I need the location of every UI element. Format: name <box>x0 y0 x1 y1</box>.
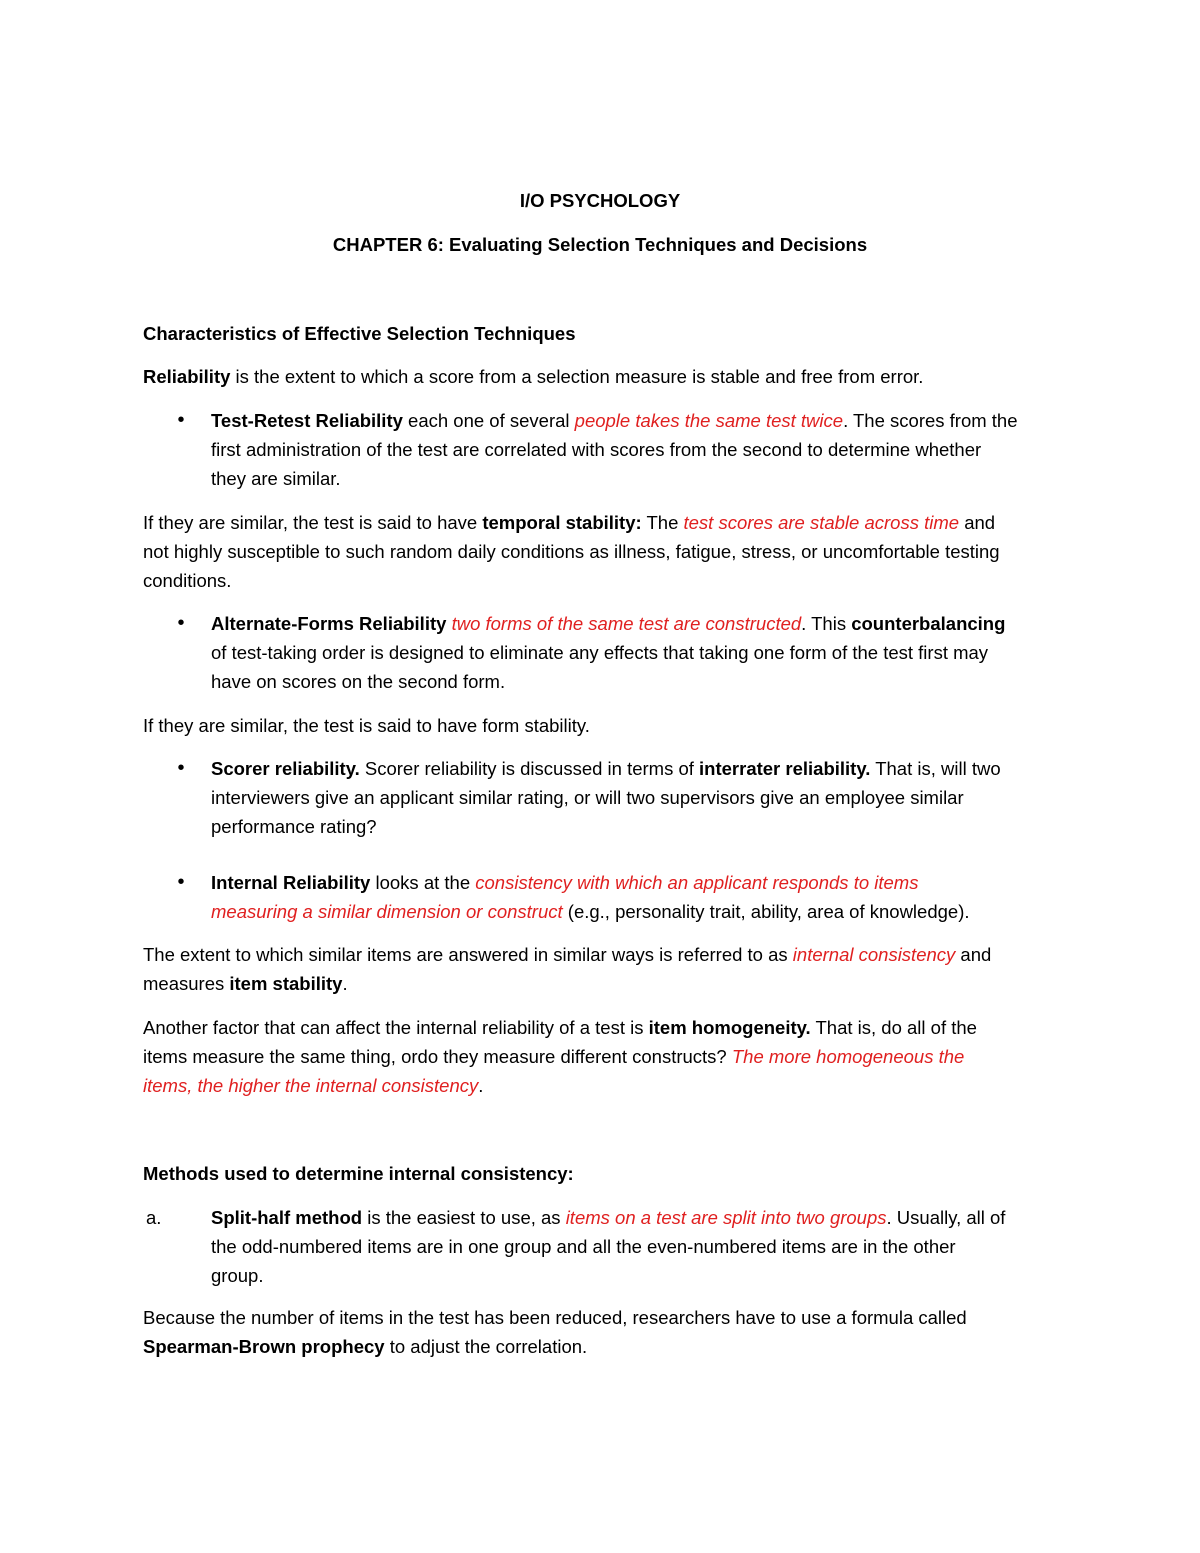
highlight-text: items on a test are split into two groups <box>565 1207 887 1228</box>
term-interrater-reliability: interrater reliability. <box>699 758 871 779</box>
term-item-stability: item stability <box>229 973 343 994</box>
paragraph-line: items measure the same thing, ordo they measure different constructs? The more homogeneous the <box>143 1046 965 1067</box>
list-item-line: of test-taking order is designed to eliminate any effects that taking one form of the test first may <box>211 642 989 663</box>
term-scorer-reliability: Scorer reliability. <box>211 758 360 779</box>
list-item-line: interviewers give an applicant similar rating, or will two supervisors give an employee similar <box>211 787 964 808</box>
highlight-text: people takes the same test twice <box>574 410 844 431</box>
bullet-icon: • <box>177 612 185 634</box>
list-item-line: they are similar. <box>211 468 341 489</box>
bullet-icon: • <box>177 409 185 431</box>
list-item-alternate-forms: Alternate-Forms Reliability two forms of the same test are constructed. This counterbalancing <box>211 613 1006 634</box>
paragraph-line: items, the higher the internal consistency. <box>143 1075 484 1096</box>
term-spearman-brown: Spearman-Brown prophecy <box>143 1336 385 1357</box>
list-item-line: first administration of the test are correlated with scores from the second to determine whether <box>211 439 982 460</box>
list-item-line: group. <box>211 1265 264 1286</box>
highlight-text: test scores are stable across time <box>683 512 960 533</box>
document-title: I/O PSYCHOLOGY <box>519 190 681 211</box>
term-internal-reliability: Internal Reliability <box>211 872 371 893</box>
term-reliability: Reliability <box>143 366 231 387</box>
list-item-split-half: Split-half method is the easiest to use, as items on a test are split into two groups. Usually, all of <box>211 1207 1006 1228</box>
term-test-retest: Test-Retest Reliability <box>211 410 403 431</box>
section-heading-methods: Methods used to determine internal consistency: <box>143 1163 574 1184</box>
paragraph-form-stability: If they are similar, the test is said to have form stability. <box>143 715 590 736</box>
paragraph-line: not highly susceptible to such random daily conditions as illness, fatigue, stress, or uncomfortable testing <box>143 541 1000 562</box>
paragraph-line: conditions. <box>143 570 232 591</box>
term-alternate-forms: Alternate-Forms Reliability <box>211 613 447 634</box>
list-item-test-retest: Test-Retest Reliability each one of several people takes the same test twice. The scores from the <box>211 410 1018 431</box>
highlight-text: internal consistency <box>792 944 956 965</box>
bullet-icon: • <box>177 757 185 779</box>
chapter-title: CHAPTER 6: Evaluating Selection Techniques and Decisions <box>332 234 868 255</box>
paragraph-temporal-stability: If they are similar, the test is said to have temporal stability: The test scores are stable across time and <box>143 512 996 533</box>
list-item-internal: Internal Reliability looks at the consistency with which an applicant responds to items <box>211 872 919 893</box>
bullet-icon: • <box>177 871 185 893</box>
paragraph-item-homogeneity: Another factor that can affect the internal reliability of a test is item homogeneity. That is, do all of the <box>143 1017 977 1038</box>
list-item-line: performance rating? <box>211 816 377 837</box>
term-temporal-stability: temporal stability: <box>482 512 642 533</box>
highlight-text: consistency with which an applicant responds to items <box>475 872 919 893</box>
highlight-text: two forms of the same test are constructed <box>451 613 802 634</box>
term-item-homogeneity: item homogeneity. <box>648 1017 811 1038</box>
paragraph-spearman-brown: Because the number of items in the test has been reduced, researchers have to use a formula called <box>143 1307 967 1328</box>
section-heading-characteristics: Characteristics of Effective Selection Techniques <box>143 323 576 344</box>
paragraph-line: Spearman-Brown prophecy to adjust the correlation. <box>143 1336 588 1357</box>
term-counterbalancing: counterbalancing <box>851 613 1006 634</box>
highlight-text: items, the higher the internal consistency <box>143 1075 479 1096</box>
paragraph-reliability <box>143 362 923 391</box>
term-split-half: Split-half method <box>211 1207 363 1228</box>
list-item-scorer: Scorer reliability. Scorer reliability is discussed in terms of interrater reliability. That is, will two <box>211 758 1001 779</box>
list-item-line: measuring a similar dimension or construct (e.g., personality trait, ability, area of knowledge). <box>211 901 970 922</box>
reliability-definition: is the extent to which a score from a selection measure is stable and free from error. <box>230 366 924 387</box>
paragraph-line: measures item stability. <box>143 973 348 994</box>
list-marker: a. <box>146 1207 162 1228</box>
paragraph-internal-consistency: The extent to which similar items are answered in similar ways is referred to as internal consistency and <box>143 944 992 965</box>
highlight-text: The more homogeneous the <box>731 1046 965 1067</box>
list-item-line: the odd-numbered items are in one group and all the even-numbered items are in the other <box>211 1236 956 1257</box>
list-item-line: have on scores on the second form. <box>211 671 506 692</box>
highlight-text: measuring a similar dimension or construct <box>211 901 563 922</box>
